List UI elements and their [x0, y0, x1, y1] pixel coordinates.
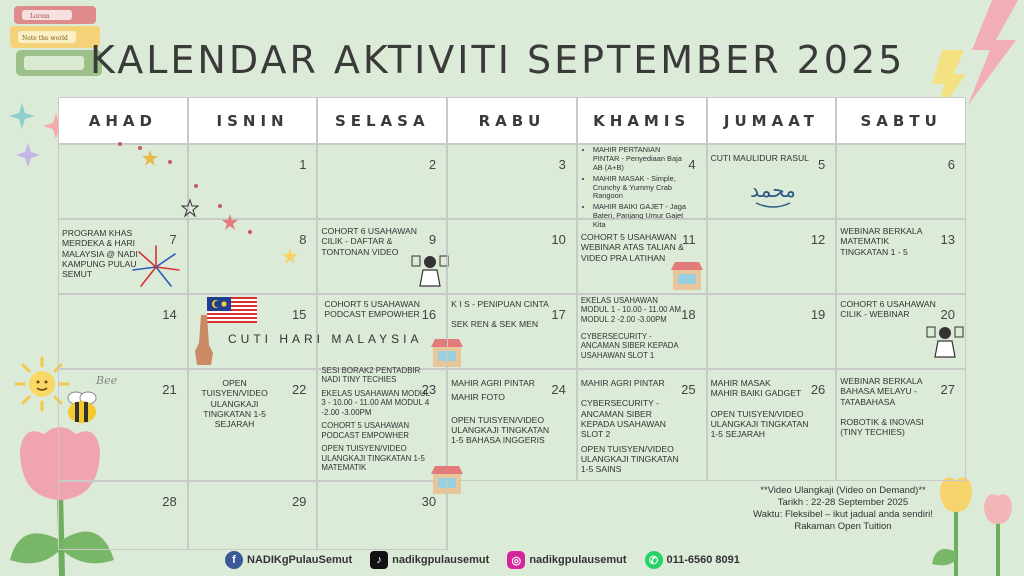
day-cell-11 — [577, 219, 707, 294]
event-item: K I S - PENIPUAN CINTA — [451, 299, 549, 309]
day-number: 17 — [551, 307, 566, 322]
event-item: CYBERSECURITY - ANCAMAN SIBER KEPADA USAHAWAN SLOT 2 — [580, 398, 667, 440]
svg-text:Lorem: Lorem — [30, 13, 50, 20]
note-line: **Video Ulangkaji (Video on Demand)** — [760, 485, 926, 496]
day-number: 22 — [291, 382, 307, 397]
hand-icon — [193, 315, 215, 365]
day-number: 26 — [810, 382, 826, 397]
day-number: 2 — [428, 157, 437, 172]
day-number: 27 — [940, 382, 955, 397]
event-item: MAHIR AGRI PINTAR — [451, 378, 536, 388]
event-item: MAHIR FOTO — [451, 392, 505, 403]
day-cell-25 — [577, 369, 707, 481]
day-cell-29 — [188, 481, 318, 550]
event-item: • MAHIR MASAK - Simple, Crunchy & Yummy Crab Rangoon — [593, 175, 688, 202]
whatsapp-number: 011-6560 8091 — [666, 554, 740, 566]
day-number: 24 — [551, 382, 566, 397]
note-line: Waktu: Fleksibel – ikut jadual anda sendiri! — [753, 509, 933, 521]
day-number: 30 — [421, 494, 437, 509]
day-cell-14 — [58, 294, 188, 369]
vendor-girl-icon — [410, 252, 450, 292]
day-number: 14 — [162, 307, 177, 322]
day-number: 3 — [558, 157, 566, 172]
day-number: 7 — [169, 232, 177, 247]
day-number: 13 — [940, 232, 955, 247]
day-cell-13 — [836, 219, 966, 294]
note-line: Tarikh : 22-28 September 2025 — [777, 497, 909, 509]
day-cell-28 — [58, 481, 188, 550]
event-item: COHORT 6 USAHAWAN CILIK - DAFTAR & TONTONAN VIDEO — [321, 226, 417, 257]
day-number: 20 — [940, 307, 955, 322]
day-cell-empty — [447, 481, 577, 550]
svg-text:محمد: محمد — [749, 178, 796, 202]
whatsapp-icon: ✆ — [645, 551, 663, 569]
day-cell-2 — [317, 144, 447, 219]
event-item: CUTI MAULIDUR RASUL — [710, 153, 809, 163]
day-number: 8 — [299, 232, 307, 247]
facebook-link[interactable] — [225, 551, 352, 569]
day-number: 1 — [299, 157, 307, 172]
day-number: 12 — [810, 232, 826, 247]
day-header-saturday: SABTU — [836, 97, 966, 144]
bee-text: Bee — [96, 374, 118, 387]
event-item: OPEN TUISYEN/VIDEO ULANGKAJI TINGKATAN 1-5 BAHASA INGGERIS — [451, 414, 550, 446]
social-footer — [225, 549, 750, 571]
event-item: ROBOTIK & INOVASI (TINY TECHIES) — [840, 416, 924, 438]
day-cell-24 — [447, 369, 577, 481]
day-cell-4 — [577, 144, 707, 229]
event-item: COHORT 6 USAHAWAN CILIK - WEBINAR — [840, 299, 936, 320]
day-number: 29 — [291, 494, 307, 509]
day-number: 28 — [162, 494, 177, 509]
event-item: OPEN TUISYEN/VIDEO ULANGKAJI TINGKATAN 1-5 MATEMATIK — [321, 444, 425, 473]
whatsapp-link[interactable] — [645, 551, 740, 569]
vendor-girl-icon — [925, 323, 965, 363]
day-number: 10 — [551, 232, 566, 247]
day-number: 11 — [682, 232, 696, 247]
day-number: 15 — [291, 307, 307, 322]
confetti-icon — [110, 140, 310, 270]
day-cell-21 — [58, 369, 188, 481]
day-header-sunday: AHAD — [58, 97, 188, 144]
day-number: 25 — [681, 382, 696, 397]
day-cell-empty — [577, 481, 707, 550]
svg-text:Note the world: Note the world — [22, 35, 68, 42]
instagram-link[interactable] — [507, 551, 626, 569]
facebook-icon: f — [225, 551, 243, 569]
day-cell-6 — [836, 144, 966, 219]
day-number: 18 — [681, 307, 696, 322]
holiday-label: CUTI HARI MALAYSIA — [228, 332, 423, 346]
day-cell-9 — [317, 219, 447, 294]
day-number: 16 — [421, 307, 437, 322]
event-item: • MAHIR BAIKI GAJET - Jaga Bateri, Panjang Umur Gajet Kita — [593, 203, 688, 230]
event-item: WEBINAR BERKALA BAHASA MELAYU - TATABAHASA — [840, 376, 922, 407]
facebook-handle: NADIKgPulauSemut — [247, 554, 353, 566]
shop-icon — [670, 258, 704, 292]
event-item: MAHIR MASAK — [710, 378, 771, 388]
day-header-monday: ISNIN — [188, 97, 318, 144]
event-item: EKELAS USAHAWAN MODUL 1 - 10.00 - 11.00 AM MODUL 2 -2.00 -3.00PM — [580, 296, 681, 324]
day-header-tuesday: SELASA — [317, 97, 447, 144]
day-cell-17 — [447, 294, 577, 369]
instagram-icon: ◎ — [507, 551, 525, 569]
day-number: 19 — [810, 307, 826, 322]
video-note — [728, 485, 958, 534]
tiktok-icon: ♪ — [370, 551, 388, 569]
event-item: OPEN TUISYEN/VIDEO ULANGKAJI TINGKATAN 1-5 SEJARAH — [201, 378, 268, 430]
calligraphy-icon — [748, 169, 798, 213]
event-item: PROGRAM KHAS MERDEKA & HARI MALAYSIA @ NADI KAMPUNG PULAU SEMUT — [62, 228, 138, 280]
day-header-friday: JUMAAT — [707, 97, 837, 144]
day-header-thursday: KHAMIS — [577, 97, 707, 144]
day-number: 9 — [428, 232, 437, 247]
event-item: COHORT 5 USAHAWAN PODCAST EMPOWHER — [324, 299, 420, 320]
tiktok-handle: nadikgpulausemut — [392, 554, 490, 566]
day-number: 6 — [947, 157, 955, 172]
day-cell-12 — [707, 219, 837, 294]
day-number: 21 — [162, 382, 177, 397]
event-item: COHORT 5 USAHAWAN WEBINAR ATAS TALIAN & VIDEO PRA LATIHAN — [580, 232, 684, 263]
day-cell-26 — [707, 369, 837, 481]
event-item: SEK REN & SEK MEN — [451, 319, 539, 330]
day-cell-5 — [707, 144, 837, 219]
day-cell-30 — [317, 481, 447, 550]
event-item: OPEN TUISYEN/VIDEO ULANGKAJI TINGKATAN 1-5 SEJARAH — [710, 408, 809, 440]
event-item: CYBERSECURITY - ANCAMAN SIBER KEPADA USAHAWAN SLOT 1 — [580, 332, 679, 360]
event-item: SESI BORAK2 PENTADBIR NADI TINY TECHIES — [321, 366, 421, 385]
day-header-wednesday: RABU — [447, 97, 577, 144]
event-item: MAHIR AGRI PINTAR — [580, 378, 665, 388]
tiktok-link[interactable] — [370, 551, 489, 569]
day-number: 5 — [818, 157, 826, 172]
event-item: OPEN TUISYEN/VIDEO ULANGKAJI TINGKATAN 1-5 SAINS — [580, 443, 679, 475]
day-cell-27 — [836, 369, 966, 481]
event-item: EKELAS USAHAWAN MODUL 3 - 10.00 - 11.00 AM MODUL 4 -2.00 -3.00PM — [321, 388, 430, 417]
instagram-handle: nadikgpulausemut — [529, 554, 627, 566]
day-cell-10 — [447, 219, 577, 294]
day-cell-23 — [317, 366, 447, 481]
event-item: • MAHIR PERTANIAN PINTAR - Penyediaan Baja AB (A+B) — [593, 146, 688, 173]
page-title: KALENDAR AKTIVITI SEPTEMBER 2025 — [90, 38, 906, 82]
event-item: COHORT 5 USAHAWAN PODCAST EMPOWHER — [321, 421, 410, 440]
event-item: MAHIR BAIKI GADGET — [710, 388, 802, 399]
note-line: Rakaman Open Tuition — [794, 521, 892, 533]
event-item: WEBINAR BERKALA MATEMATIK TINGKATAN 1 - 5 — [840, 226, 922, 257]
day-cell-22 — [188, 369, 318, 481]
day-cell-3 — [447, 144, 577, 219]
day-number: 23 — [421, 382, 437, 397]
day-number: 4 — [688, 157, 696, 172]
day-cell-18 — [577, 294, 707, 369]
day-cell-20 — [836, 294, 966, 369]
day-cell-19 — [707, 294, 837, 369]
